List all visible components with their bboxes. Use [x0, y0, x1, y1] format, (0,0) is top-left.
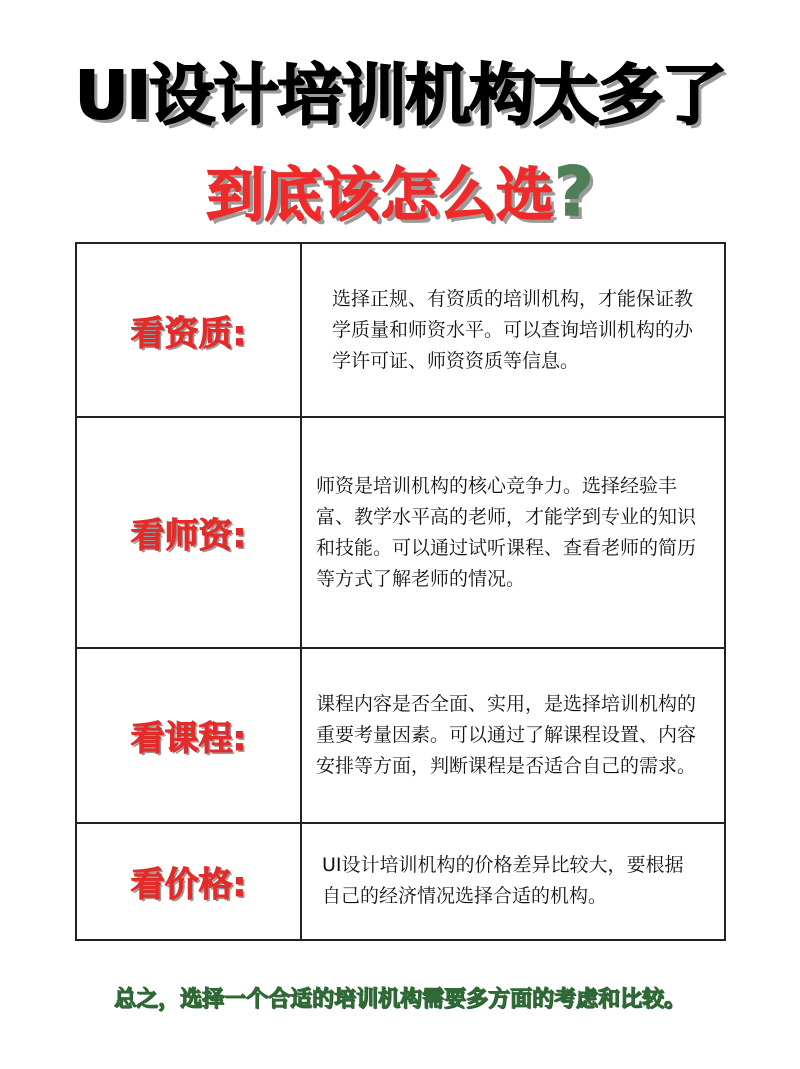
row-text: 师资是培训机构的核心竞争力。选择经验丰富、教学水平高的老师，才能学到专业的知识和技能。可以通过试听课程、查看老师的简历等方式了解老师的情况。 [301, 417, 725, 648]
table-row [76, 417, 725, 648]
page-title: UI设计培训机构太多了 [74, 57, 726, 134]
table-row [76, 243, 725, 417]
row-label: 看课程: [76, 648, 301, 822]
row-label: 看资质: [76, 243, 301, 417]
row-text: 课程内容是否全面、实用，是选择培训机构的重要考量因素。可以通过了解课程设置、内容安排等方面，判断课程是否适合自己的需求。 [301, 648, 725, 822]
table-row [76, 648, 725, 822]
row-text: 选择正规、有资质的培训机构，才能保证教学质量和师资水平。可以查询培训机构的办学许可证、师资资质等信息。 [301, 243, 725, 417]
question-mark-icon: ? [554, 153, 594, 232]
row-label: 看师资: [76, 417, 301, 648]
page-subtitle [0, 148, 800, 232]
conclusion-text: 总之，选择一个合适的培训机构需要多方面的考虑和比较。 [113, 987, 686, 1012]
subtitle-text: 到底该怎么选 [206, 161, 555, 229]
row-text: UI设计培训机构的价格差异比较大，要根据自己的经济情况选择合适的机构。 [301, 823, 725, 940]
row-label: 看价格: [76, 823, 301, 940]
criteria-table [75, 242, 726, 941]
table-row [76, 823, 725, 940]
